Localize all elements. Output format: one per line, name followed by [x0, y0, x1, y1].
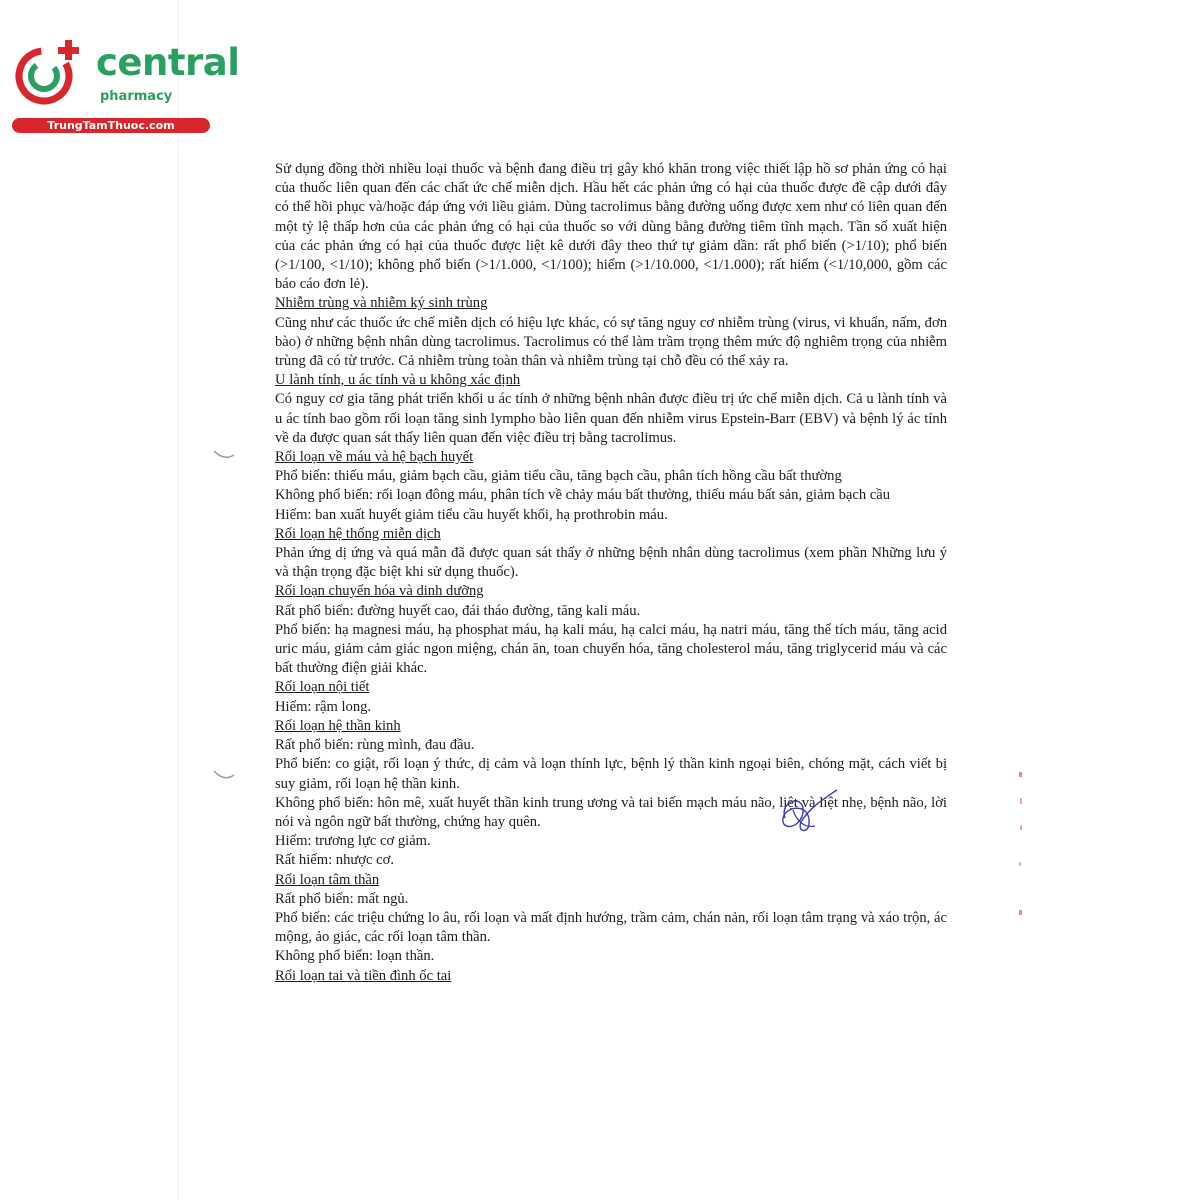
brand-website-link[interactable]: TrungTamThuoc.com — [12, 118, 210, 133]
document-body — [275, 160, 947, 986]
section-heading: Nhiễm trùng và nhiễm ký sinh trùng — [275, 295, 488, 312]
section-heading: Rối loạn về máu và hệ bạch huyết — [275, 449, 474, 466]
section-heading: Rối loạn hệ thần kinh — [275, 717, 401, 734]
section-heading: Rối loạn tâm thần — [275, 871, 380, 888]
edge-stamp-marks — [1016, 770, 1026, 920]
section-heading: Rối loạn tai và tiền đình ốc tai — [275, 967, 452, 984]
handwritten-signature — [775, 788, 845, 840]
brand-name: central — [96, 41, 240, 84]
pharmacy-cross-logo-icon — [10, 38, 90, 108]
paragraph: Rất hiếm: nhược cơ. — [275, 852, 394, 869]
paragraph: Hiếm: rậm long. — [275, 698, 372, 715]
section-heading: Rối loạn hệ thống miễn dịch — [275, 525, 441, 542]
paragraph: Rất phổ biến: mất ngủ. — [275, 890, 409, 907]
paragraph: Không phổ biến: loạn thần. — [275, 948, 435, 965]
punch-hole-mark — [212, 768, 236, 782]
brand-subtitle: pharmacy — [100, 89, 173, 104]
paragraph: Hiếm: ban xuất huyết giảm tiểu cầu huyết khối, hạ prothrobin máu. — [275, 506, 668, 523]
paragraph: Rất phổ biến: rùng mình, đau đầu. — [275, 737, 475, 754]
central-pharmacy-logo[interactable] — [10, 38, 240, 138]
paragraph: Không phổ biến: hôn mê, xuất huyết thần kinh trung ương và tai biến mạch máu não, liệt và liệt nhẹ, bệnh não, lời nói và ngôn ngữ bất thường, chứng hay quên. — [275, 794, 947, 830]
section-heading: Rối loạn chuyển hóa và dinh dưỡng — [275, 583, 484, 600]
punch-hole-mark — [212, 447, 236, 461]
paragraph: Cũng như các thuốc ức chế miễn dịch có hiệu lực khác, có sự tăng nguy cơ nhiễm trùng (virus, vi khuẩn, nấm, đơn bào) ở những bệnh nhân dùng tacrolimus. Tacrolimus có thể làm trầm trọng thêm mức độ nghiêm trọng của nhiễm trùng đã có từ trước. Cả nhiễm trùng toàn thân và nhiễm trùng tại chỗ đều có thể xảy ra. — [275, 314, 947, 370]
paragraph: Không phổ biến: rối loạn đông máu, phân tích về chảy máu bất thường, thiếu máu bất sản, giảm bạch cầu — [275, 487, 891, 504]
paragraph: Hiếm: trương lực cơ giảm. — [275, 833, 431, 850]
section-heading: Rối loạn nội tiết — [275, 679, 370, 696]
paragraph: Phổ biến: co giật, rối loạn ý thức, dị cảm và loạn thính lực, bệnh lý thần kinh ngoại biên, chóng mặt, cách viết bị suy giảm, rối loạn hệ thần kinh. — [275, 756, 947, 792]
paragraph: Sử dụng đồng thời nhiều loại thuốc và bệnh đang điều trị gây khó khăn trong việc thiết lập hồ sơ phản ứng có hại của thuốc liên quan đến các chất ức chế miễn dịch. Hầu hết các phản ứng có hại của thuốc được đề cập dưới đây có thể hồi phục và/hoặc đáp ứng với liều giảm. Dùng tacrolimus bằng đường uống được xem như có liên quan đến một tỷ lệ thấp hơn của các phản ứng có hại của thuốc so với dùng bằng đường tiêm tĩnh mạch. Tần số xuất hiện của các phản ứng có hại của thuốc được liệt kê dưới đây theo thứ tự giảm dần: rất phổ biến (>1/10); phổ biến (>1/100, <1/10); không phổ biến (>1/1.000, <1/100); hiếm (>1/10.000, <1/1.000); rất hiếm (<1/10,000, gồm các báo cáo đơn lẻ). — [275, 161, 947, 293]
section-heading: U lành tính, u ác tính và u không xác định — [275, 372, 521, 389]
paragraph: Phổ biến: các triệu chứng lo âu, rối loạn và mất định hướng, trầm cảm, chán nản, rối loạn tâm trạng và xáo trộn, ác mộng, ảo giác, các rối loạn tâm thần. — [275, 909, 947, 946]
paragraph: Có nguy cơ gia tăng phát triển khối u ác tính ở những bệnh nhân được điều trị ức chế miễn dịch. Cả u lành tính và u ác tính bao gồm rối loạn tăng sinh lympho bào liên quan đến nhiễm virus Epstein-Barr (EBV) và bệnh lý ác tính về da được quan sát thấy liên quan đến việc điều trị bằng tacrolimus. — [275, 391, 947, 446]
paragraph: Phổ biến: hạ magnesi máu, hạ phosphat máu, hạ kali máu, hạ calci máu, hạ natri máu, tăng thể tích máu, tăng acid uric máu, giảm cảm giác ngon miệng, chán ăn, toan chuyển hóa, tăng cholesterol máu, tăng triglycerid máu và các bất thường điện giải khác. — [275, 621, 947, 677]
paragraph: Phổ biến: thiếu máu, giảm bạch cầu, giảm tiểu cầu, tăng bạch cầu, phân tích hồng cầu bất thường — [275, 468, 842, 485]
paragraph: Rất phổ biến: đường huyết cao, đái tháo đường, tăng kali máu. — [275, 602, 641, 619]
paragraph: Phản ứng dị ứng và quá mẫn đã được quan sát thấy ở những bệnh nhân dùng tacrolimus (xem phần Những lưu ý và thận trọng đặc biệt khi sử dụng thuốc). — [275, 545, 947, 581]
